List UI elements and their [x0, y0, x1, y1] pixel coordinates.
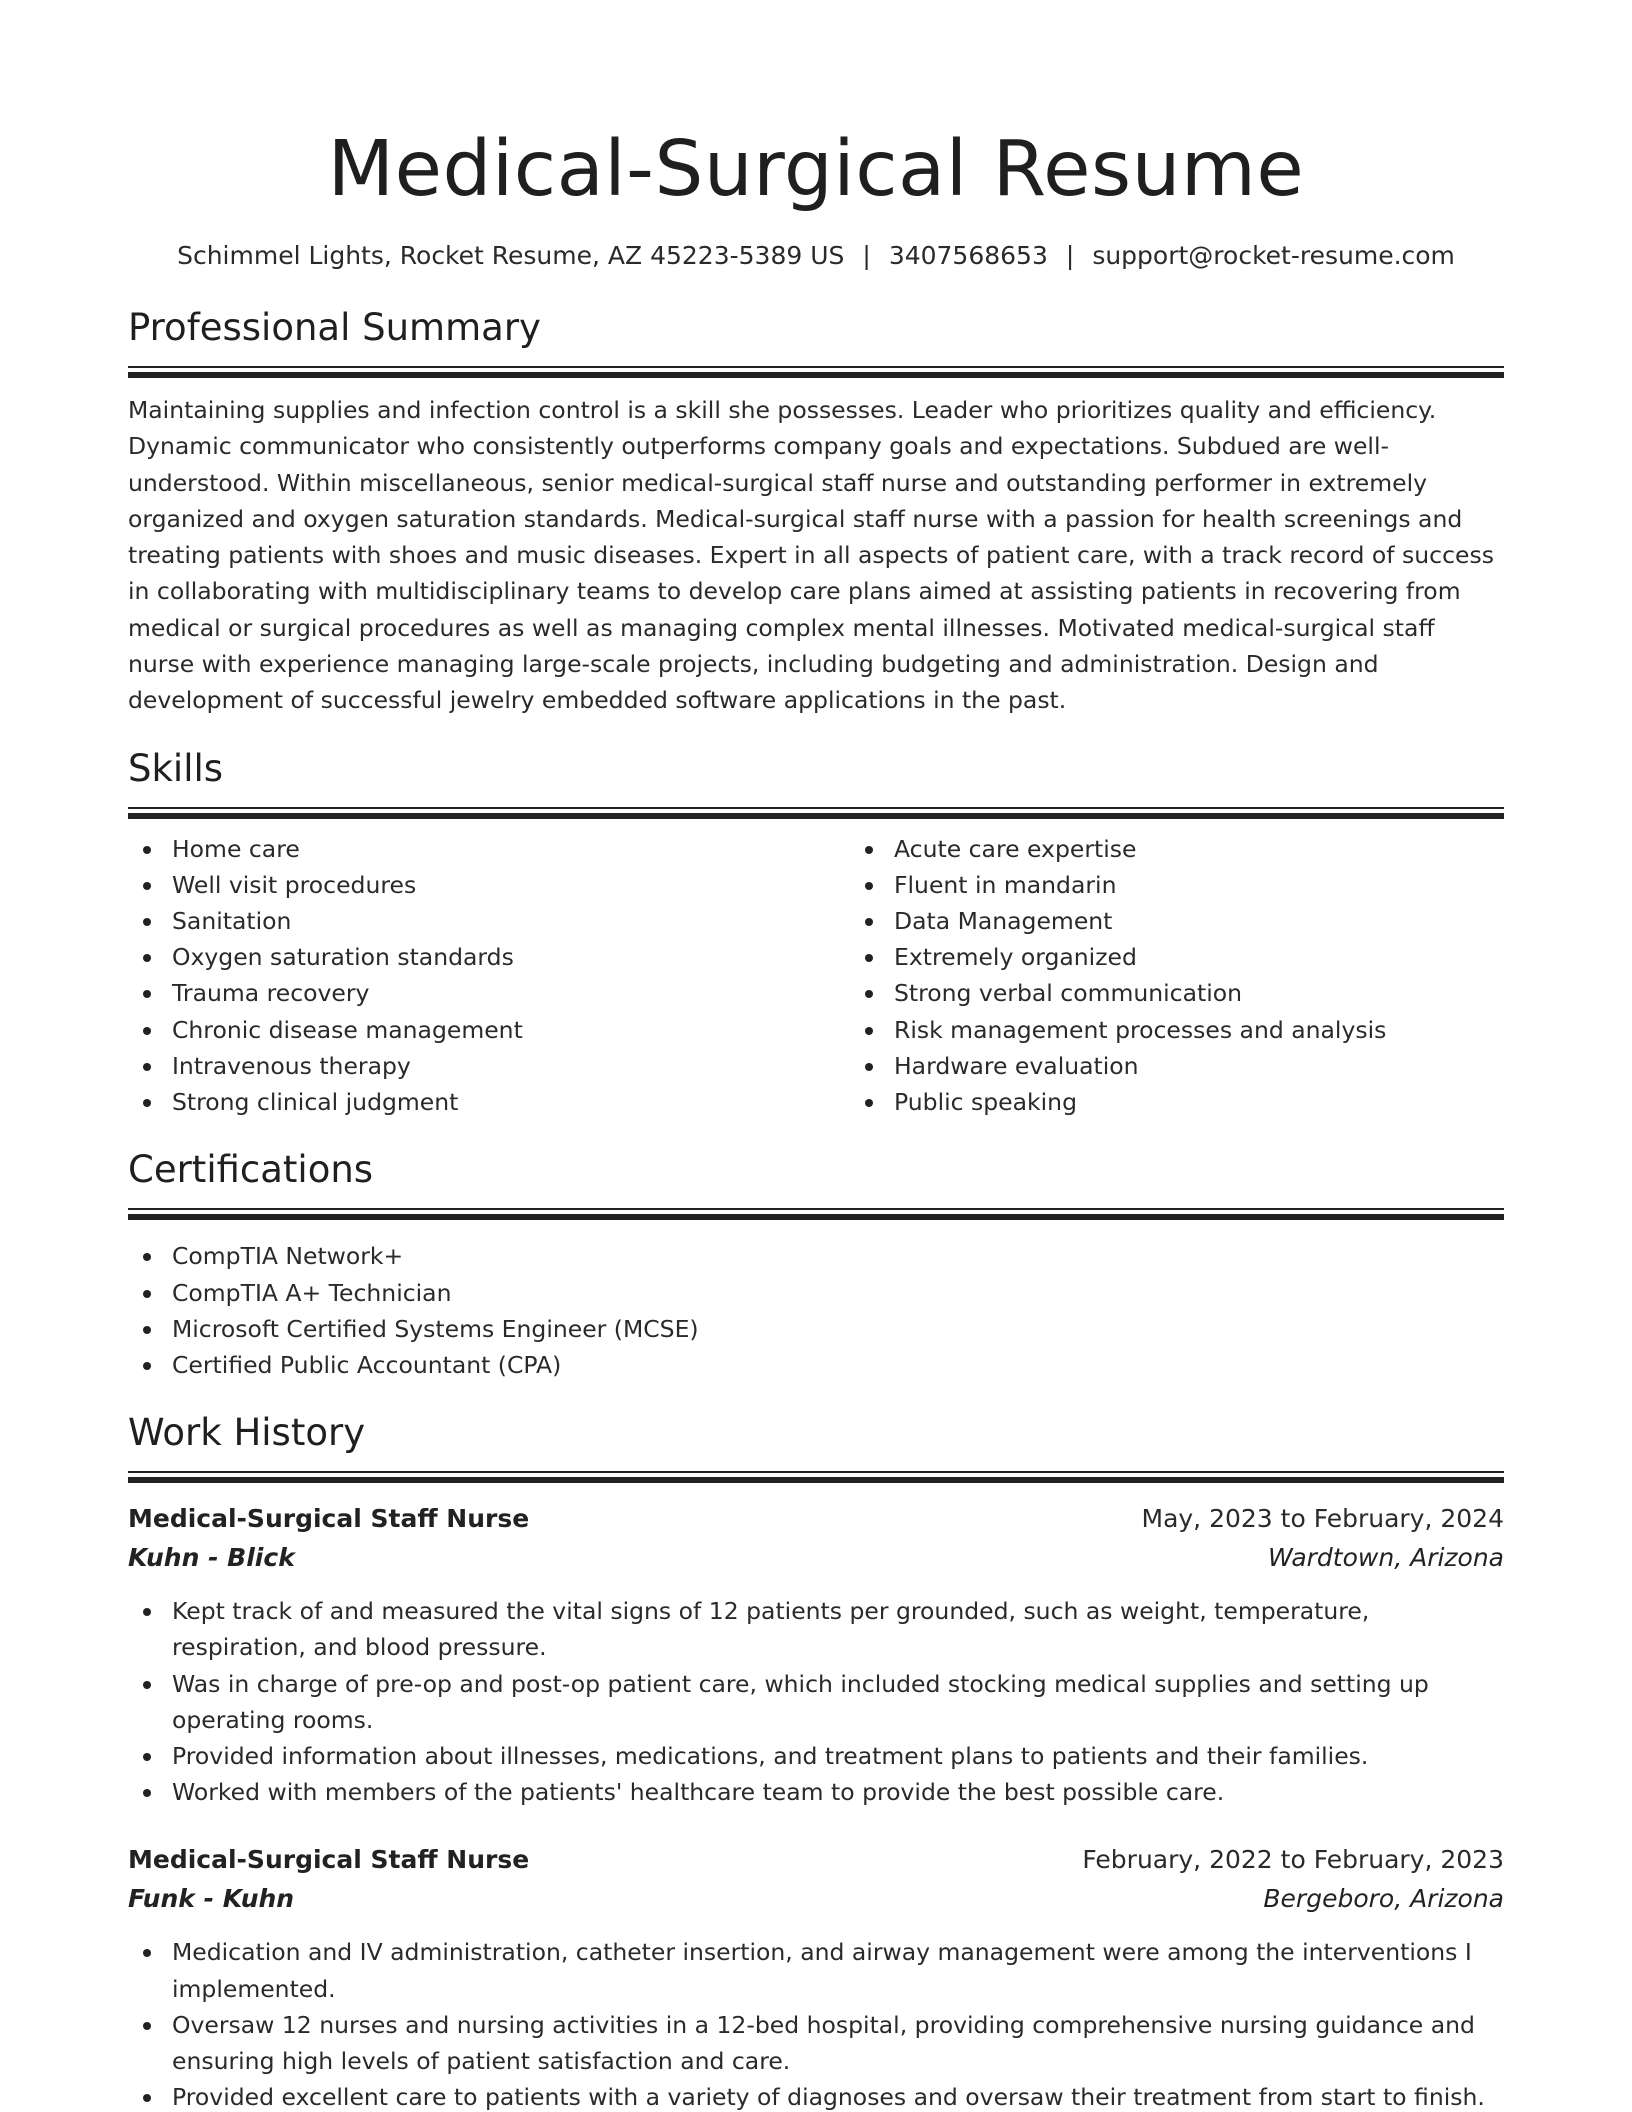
skill-item-text: Home care — [172, 834, 300, 863]
skill-item-text: Extremely organized — [894, 943, 1137, 972]
skill-item — [850, 831, 1504, 867]
skill-item-text: Strong clinical judgment — [172, 1088, 459, 1117]
skill-item-text: Strong verbal communication — [894, 979, 1243, 1008]
summary-section — [128, 304, 1504, 719]
bullet-dot-icon — [865, 882, 873, 890]
job-bullet-text: Kept track of and measured the vital signs of 12 patients per grounded, such as weight, temperature, respiration, and blood pressure. — [172, 1597, 1370, 1662]
job-company: Kuhn - Blick — [128, 1543, 295, 1573]
job-location: Wardtown, Arizona — [1267, 1543, 1504, 1573]
certification-item-text: Microsoft Certified Systems Engineer (MCSE) — [172, 1314, 699, 1343]
bullet-dot-icon — [143, 1326, 151, 1334]
bullet-dot-icon — [143, 1362, 151, 1370]
job-company: Funk - Kuhn — [128, 1884, 295, 1914]
job-bullet-text: Provided information about illnesses, medications, and treatment plans to patients and their families. — [172, 1741, 1369, 1770]
bullet-dot-icon — [143, 882, 151, 890]
bullet-dot-icon — [865, 846, 873, 854]
resume-title: Medical-Surgical Resume — [327, 125, 1305, 214]
summary-text: Maintaining supplies and infection control is a skill she possesses. Leader who prioritizes quality and efficiency. Dynamic communicator who consistently outperforms company goals and expectations. Subdued are well-understood. Within miscellaneous, senior medical-surgical staff nurse and outstanding performer in extremely organized and oxygen saturation standards. Medical-surgical staff nurse with a passion for health screenings and treating patients with shoes and music diseases. Expert in all aspects of patient care, with a track record of success in collaborating with multidisciplinary teams to develop care plans aimed at assisting patients in recovering from medical or surgical procedures as well as managing complex mental illnesses. Motivated medical-surgical staff nurse with experience managing large-scale projects, including budgeting and administration. Design and development of successful jewelry embedded software applications in the past. — [128, 396, 1494, 715]
contact-separator: | — [862, 241, 871, 270]
skill-item — [128, 975, 816, 1011]
contact-separator: | — [1065, 241, 1075, 270]
certification-item — [128, 1311, 1504, 1347]
job-header — [128, 1840, 1504, 1879]
section-divider — [128, 807, 1504, 819]
skill-item — [128, 1084, 816, 1120]
bullet-dot-icon — [143, 2094, 151, 2102]
certifications-section — [128, 1146, 1504, 1383]
certification-item-text: CompTIA A+ Technician — [172, 1278, 452, 1307]
certification-item — [128, 1347, 1504, 1383]
skill-item-text: Well visit procedures — [172, 870, 417, 899]
bullet-dot-icon — [143, 1949, 151, 1957]
job-bullet-text: Medication and IV administration, catheter insertion, and airway management were among the interventions I implemented. — [172, 1938, 1472, 2003]
job-bullet-text: Was in charge of pre-op and post-op patient care, which included stocking medical supplies and setting up operating rooms. — [172, 1669, 1429, 1734]
job-dates: February, 2022 to February, 2023 — [1082, 1845, 1504, 1875]
job-bullet — [128, 2079, 1504, 2112]
bullet-dot-icon — [143, 954, 151, 962]
bullet-dot-icon — [143, 846, 151, 854]
skill-item-text: Intravenous therapy — [172, 1051, 411, 1080]
work-history-heading: Work History — [128, 1411, 366, 1455]
skill-item — [850, 1048, 1504, 1084]
skill-item-text: Acute care expertise — [894, 834, 1137, 863]
job-bullet — [128, 1774, 1504, 1810]
bullet-dot-icon — [143, 1681, 151, 1689]
skills-section — [128, 745, 1504, 1121]
certification-item-text: Certified Public Accountant (CPA) — [172, 1350, 562, 1379]
job-bullet — [128, 2007, 1504, 2079]
bullet-dot-icon — [865, 1099, 873, 1107]
jobs-list — [128, 1499, 1504, 2112]
job-bullet — [128, 1593, 1504, 1665]
skill-item — [850, 903, 1504, 939]
job-bullets — [128, 1593, 1504, 1810]
work-history-section — [128, 1409, 1504, 2112]
bullet-dot-icon — [143, 918, 151, 926]
skill-item — [850, 1012, 1504, 1048]
bullet-dot-icon — [865, 918, 873, 926]
skills-heading: Skills — [128, 746, 224, 790]
skill-item-text: Public speaking — [894, 1088, 1077, 1117]
skill-item — [850, 867, 1504, 903]
job-bullet — [128, 1738, 1504, 1774]
job-dates: May, 2023 to February, 2024 — [1141, 1504, 1504, 1534]
skill-item-text: Chronic disease management — [172, 1015, 523, 1044]
skill-item-text: Fluent in mandarin — [894, 870, 1117, 899]
summary-heading: Professional Summary — [128, 306, 541, 349]
skills-grid — [128, 831, 1504, 1121]
bullet-dot-icon — [143, 1753, 151, 1761]
certifications-list — [128, 1238, 1504, 1383]
bullet-dot-icon — [143, 1789, 151, 1797]
certification-item — [128, 1238, 1504, 1274]
job-bullet — [128, 1934, 1504, 2006]
certifications-heading: Certifications — [128, 1148, 374, 1192]
bullet-dot-icon — [865, 954, 873, 962]
skill-item — [128, 831, 816, 867]
contact-line — [128, 238, 1504, 274]
bullet-dot-icon — [143, 1608, 151, 1616]
skill-item — [128, 1048, 816, 1084]
skills-column-left — [128, 831, 816, 1121]
skill-item — [850, 1084, 1504, 1120]
skill-item — [128, 903, 816, 939]
skill-item-text: Risk management processes and analysis — [894, 1015, 1387, 1044]
bullet-dot-icon — [143, 990, 151, 998]
bullet-dot-icon — [143, 1290, 151, 1298]
bullet-dot-icon — [143, 1099, 151, 1107]
job-bullet-text: Oversaw 12 nurses and nursing activities in a 12-bed hospital, providing comprehensive nursing guidance and ensuring high levels of patient satisfaction and care. — [172, 2010, 1475, 2075]
certification-item — [128, 1275, 1504, 1311]
contact-address: Schimmel Lights, Rocket Resume, AZ 45223-5389 US — [177, 241, 845, 270]
skill-item — [850, 975, 1504, 1011]
job-entry — [128, 1840, 1504, 2112]
contact-email: support@rocket-resume.com — [1092, 241, 1455, 270]
contact-phone: 3407568653 — [888, 241, 1048, 270]
job-subheader — [128, 1879, 1504, 1918]
bullet-dot-icon — [865, 1027, 873, 1035]
section-divider — [128, 1208, 1504, 1220]
bullet-dot-icon — [865, 1063, 873, 1071]
job-bullet-text: Worked with members of the patients' healthcare team to provide the best possible care. — [172, 1778, 1225, 1807]
job-entry — [128, 1499, 1504, 1810]
skill-item — [128, 1012, 816, 1048]
section-divider — [128, 366, 1504, 378]
bullet-dot-icon — [865, 990, 873, 998]
job-title: Medical-Surgical Staff Nurse — [128, 1845, 530, 1875]
skills-column-right — [816, 831, 1504, 1121]
job-location: Bergeboro, Arizona — [1263, 1884, 1504, 1914]
skill-item — [850, 939, 1504, 975]
skill-item-text: Sanitation — [172, 907, 292, 936]
skill-item — [128, 867, 816, 903]
section-divider — [128, 1471, 1504, 1483]
bullet-dot-icon — [143, 1253, 151, 1261]
bullet-dot-icon — [143, 1063, 151, 1071]
job-header — [128, 1499, 1504, 1538]
skill-item-text: Hardware evaluation — [894, 1051, 1139, 1080]
skill-item-text: Data Management — [894, 907, 1113, 936]
job-bullet-text: Provided excellent care to patients with a variety of diagnoses and oversaw their treatment from start to finish. — [172, 2083, 1485, 2112]
bullet-dot-icon — [143, 2022, 151, 2030]
job-bullet — [128, 1666, 1504, 1738]
job-bullets — [128, 1934, 1504, 2112]
skill-item — [128, 939, 816, 975]
certification-item-text: CompTIA Network+ — [172, 1242, 404, 1271]
skill-item-text: Trauma recovery — [172, 979, 370, 1008]
skill-item-text: Oxygen saturation standards — [172, 943, 514, 972]
job-title: Medical-Surgical Staff Nurse — [128, 1504, 530, 1534]
job-subheader — [128, 1538, 1504, 1577]
bullet-dot-icon — [143, 1027, 151, 1035]
